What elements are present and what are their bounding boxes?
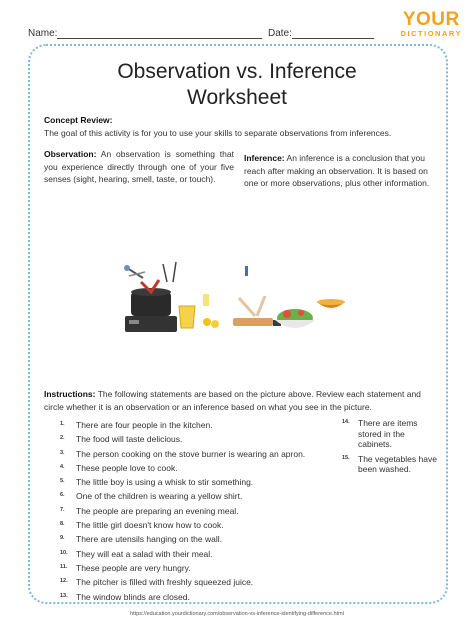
item-text: The food will taste delicious. (76, 434, 183, 445)
source-url[interactable]: https://education.yourdictionary.com/observation-vs-inference-identifying-difference.html (130, 611, 344, 617)
list-item[interactable] (60, 534, 330, 548)
observation-term: Observation: (44, 149, 97, 159)
item-text: The person cooking on the stove burner is wearing an apron. (76, 448, 306, 459)
item-number: 5. (60, 478, 65, 485)
item-text: One of the children is wearing a yellow shirt. (76, 491, 243, 502)
item-number: 3. (60, 449, 65, 456)
list-item[interactable] (60, 563, 330, 577)
name-label: Name: (28, 28, 58, 39)
item-number: 10. (60, 549, 68, 556)
item-text: The window blinds are closed. (76, 591, 190, 602)
list-item[interactable] (342, 454, 438, 475)
item-number: 1. (60, 421, 65, 427)
item-text: The pitcher is filled with freshly squeezed juice. (76, 577, 254, 588)
list-item[interactable] (60, 520, 330, 534)
instructions-text: The following statements are based on the picture above. Review each statement and circle whether it is an observation or an inference based on what you see in the picture. (44, 389, 421, 412)
item-number: 15. (342, 454, 350, 461)
item-number: 8. (60, 521, 65, 528)
name-field[interactable] (28, 28, 262, 39)
item-text: The little boy is using a whisk to stir something. (76, 477, 254, 488)
page-title-line2: Worksheet (187, 86, 287, 109)
list-item[interactable] (60, 549, 330, 563)
item-text: The people are preparing an evening meal. (76, 505, 239, 516)
inference-definition (244, 152, 434, 190)
logo-line1: YOUR (402, 9, 460, 30)
concept-heading: Concept Review: (44, 115, 113, 125)
list-item[interactable] (60, 420, 330, 434)
item-number: 7. (60, 506, 65, 513)
item-number: 12. (60, 578, 68, 585)
list-item[interactable] (60, 577, 330, 591)
list-item[interactable] (60, 434, 330, 448)
item-text: There are utensils hanging on the wall. (76, 534, 223, 545)
concept-review (44, 114, 434, 139)
item-number: 6. (60, 492, 65, 499)
date-field[interactable] (268, 28, 374, 39)
item-text: The little girl doesn't know how to cook. (76, 520, 224, 531)
logo-line2: DICTIONARY (400, 29, 462, 38)
name-line (57, 28, 262, 39)
observation-definition (44, 148, 234, 186)
concept-text: The goal of this activity is for you to use your skills to separate observations from inferences. (44, 127, 392, 138)
item-number: 13. (60, 592, 68, 599)
date-line (292, 28, 374, 39)
instructions (44, 388, 434, 413)
statement-list-right (342, 418, 438, 479)
list-item[interactable] (342, 418, 438, 450)
item-number: 14. (342, 419, 350, 425)
list-item[interactable] (60, 463, 330, 477)
item-text: They will eat a salad with their meal. (76, 548, 213, 559)
item-number: 4. (60, 463, 65, 470)
inference-term: Inference: (244, 153, 285, 163)
list-item[interactable] (60, 477, 330, 491)
item-number: 2. (60, 435, 65, 442)
inference-text: An inference is a conclusion that you reach after making an observation. It is based on one or more observations, plus other information. (244, 153, 430, 188)
yourdictionary-logo (401, 10, 462, 38)
item-text: There are four people in the kitchen. (76, 420, 213, 430)
item-number: 11. (60, 563, 68, 570)
observation-text: An observation is something that you experience directly through one of your five senses (sight, hearing, smell, taste, or touch). (44, 149, 234, 184)
list-item[interactable] (60, 449, 330, 463)
list-item[interactable] (60, 491, 330, 505)
hanging-utensils (124, 262, 248, 282)
item-text: There are items stored in the cabinets. (358, 418, 418, 449)
page-title-line1: Observation vs. Inference (117, 60, 357, 83)
statement-list-left (60, 420, 330, 606)
date-label: Date: (268, 28, 292, 39)
cutting-board (233, 296, 281, 326)
item-number: 9. (60, 535, 65, 542)
item-text: These people love to cook. (76, 462, 178, 473)
item-text: The vegetables have been washed. (358, 453, 437, 474)
instructions-label: Instructions: (44, 389, 96, 399)
kitchen-illustration (115, 258, 355, 336)
item-text: These people are very hungry. (76, 562, 191, 573)
stove (125, 280, 177, 332)
pitcher-and-lemons (179, 294, 219, 328)
list-item[interactable] (60, 592, 330, 606)
list-item[interactable] (60, 506, 330, 520)
side-bowl (317, 299, 345, 308)
